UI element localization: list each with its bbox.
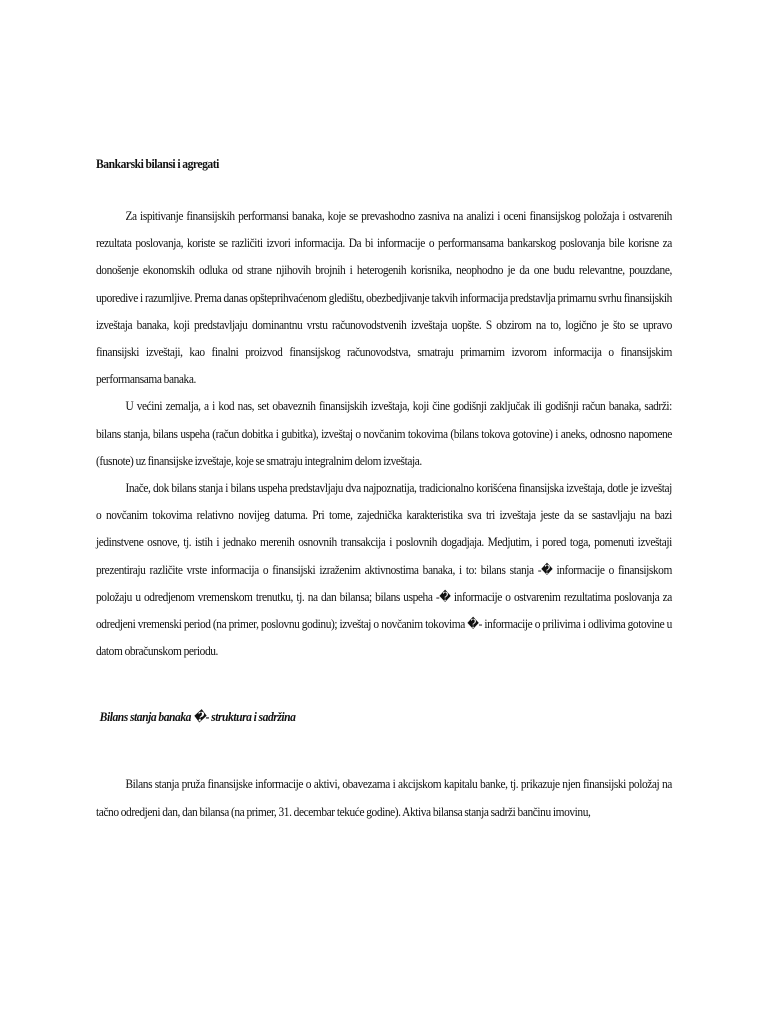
section-subtitle: Bilans stanja banaka �- struktura i sadržina <box>99 710 296 725</box>
paragraph-1: Za ispitivanje finansijskih performansi banaka, koje se prevashodno zasniva na analizi i oceni finansijskog položaja i ostvarenih rezultata poslovanja, koriste se različiti izvori informacija. Da bi informacije o performansama bankarskog poslovanja bile korisne za donošenje ekonomskih odluka od strane njihovih brojnih i heterogenih korisnika, neophodno je da one budu relevantne, pouzdane, uporedive i razumljive. Prema danas opšteprihvaćenom gledištu, obezbedjivanje takvih informacija predstavlja primarnu svrhu finansijskih izveštaja banaka, koji predstavljaju dominantnu vrstu računovodstvenih izveštaja uopšte. S obzirom na to, logično je što se upravo finansijski izveštaji, kao finalni proizvod finansijskog računovodstva, smatraju primarnim izvorom informacija o finansijskim performansama banaka. <box>96 209 672 387</box>
paragraph-4: Bilans stanja pruža finansijske informacije o aktivi, obavezama i akcijskom kapitalu banke, tj. prikazuje njen finansijski položaj na tačno odredjeni dan, dan bilansa (na primer, 31. decembar tekuće godine). Aktiva bilansa stanja sadrži bančinu imovinu, <box>96 777 672 819</box>
paragraph-2: U većini zemalja, a i kod nas, set obaveznih finansijskih izveštaja, koji čine godišnji zaključak ili godišnji račun banaka, sadrži: bilans stanja, bilans uspeha (račun dobitka i gubitka), izveštaj o novčanim tokovima (bilans tokova gotovine) i aneks, odnosno napomene (fusnote) uz finansijske izveštaje, koje se smatraju integralnim delom izveštaja. <box>96 399 672 468</box>
document-title: Bankarski bilansi i agregati <box>96 157 219 171</box>
document-body <box>96 152 672 826</box>
paragraph-3: Inače, dok bilans stanja i bilans uspeha predstavljaju dva najpoznatija, tradicionalno korišćena finansijska izveštaja, dotle je izveštaj o novčanim tokovima relativno novijeg datuma. Pri tome, zajednička karakteristika sva tri izveštaja jeste da se sastavljaju na bazi jedinstvene osnove, tj. istih i jednako merenih osnovnih transakcija i poslovnih dogadjaja. Medjutim, i pored toga, pomenuti izveštaji prezentiraju različite vrste informacija o finansijski izraženim aktivnostima banaka, i to: bilans stanja -� informacije o finansijskom položaju u odredjenom vremenskom trenutku, tj. na dan bilansa; bilans uspeha -� informacije o ostvarenim rezultatima poslovanja za odredjeni vremenski period (na primer, poslovnu godinu); izveštaj o novčanim tokovima �- informacije o prilivima i odlivima gotovine u datom obračunskom periodu. <box>96 481 672 659</box>
